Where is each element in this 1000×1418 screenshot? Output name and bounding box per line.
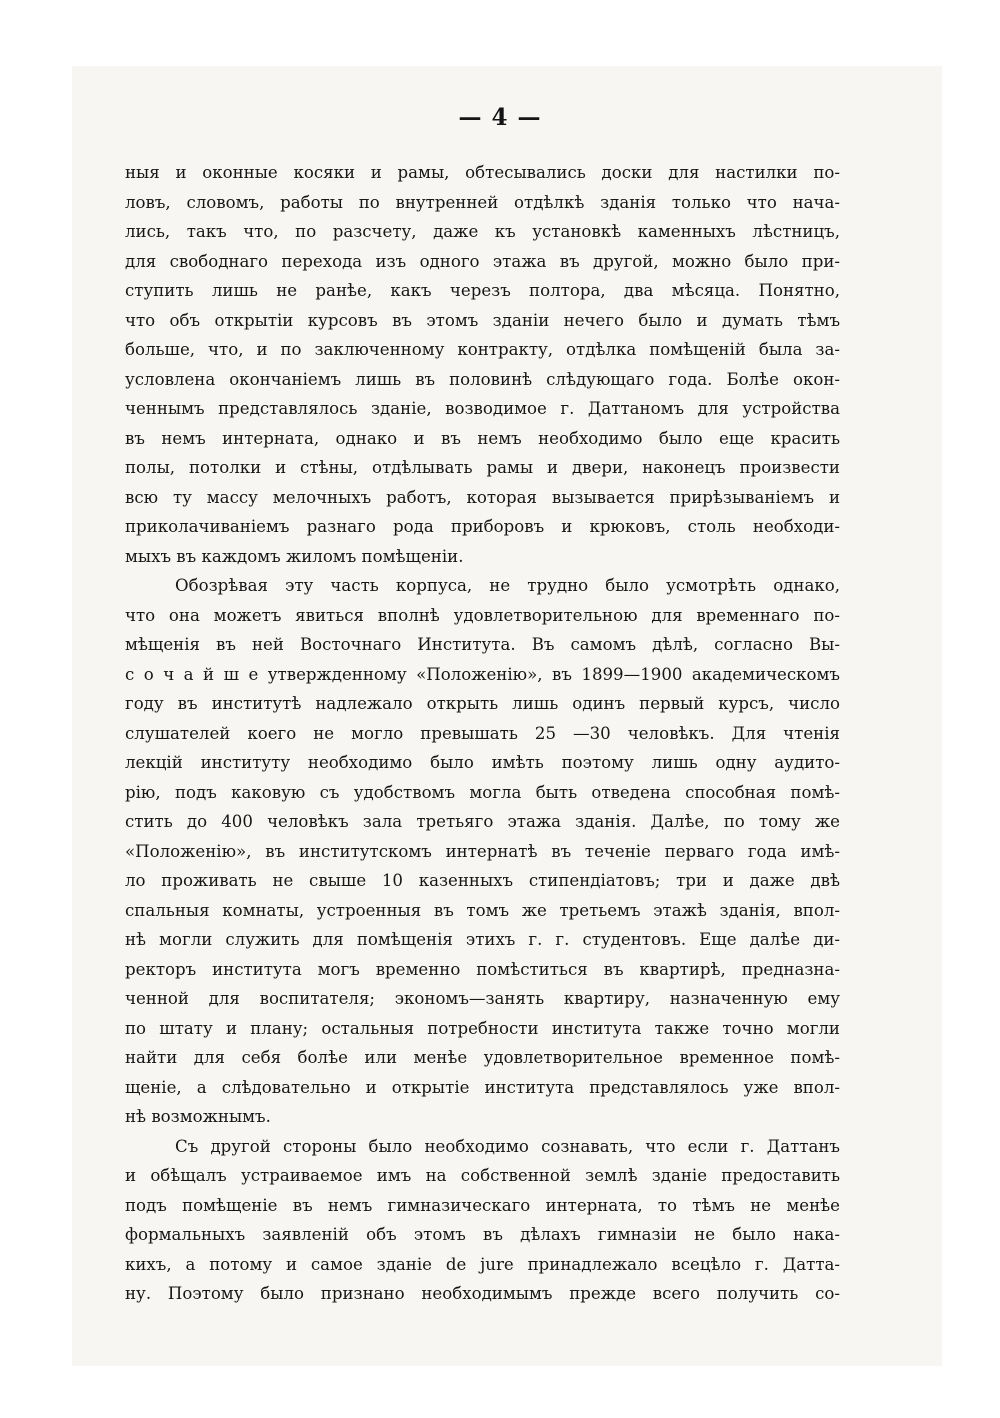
text-line: году въ институтѣ надлежало открыть лишь одинъ первый курсъ, число [125, 694, 840, 713]
text-line: лекцій институту необходимо было имѣть поэтому лишь одну аудито- [125, 753, 840, 772]
paragraph-first-line: Съ другой стороны было необходимо сознавать, что если г. Даттанъ [175, 1136, 840, 1156]
text-line: въ немъ интерната, однако и въ немъ необходимо было еще красить [125, 428, 840, 448]
text-line: кихъ, а потому и самое зданіе de jure принадлежало всецѣло г. Датта- [125, 1254, 840, 1274]
page-number: — 4 — [458, 104, 542, 131]
text-line: ченной для воспитателя; экономъ—занять квартиру, назначенную ему [125, 989, 840, 1008]
text-line: подъ помѣщеніе въ немъ гимназическаго интерната, то тѣмъ не менѣе [125, 1195, 840, 1215]
text-line: формальныхъ заявленій объ этомъ въ дѣлахъ гимназіи не было нака- [125, 1225, 840, 1244]
text-line: рію, подъ каковую съ удобствомъ могла быть отведена способная помѣ- [125, 782, 840, 802]
text-line: мыхъ въ каждомъ жиломъ помѣщеніи. [125, 546, 464, 566]
text-line: больше, что, и по заключенному контракту, отдѣлка помѣщеній была за- [125, 340, 840, 359]
text-line: ступить лишь не ранѣе, какъ черезъ полтора, два мѣсяца. Понятно, [125, 281, 840, 300]
paragraph-first-line: Обозрѣвая эту часть корпуса, не трудно было усмотрѣть однако, [175, 576, 840, 595]
text-line: ловъ, словомъ, работы по внутренней отдѣлкѣ зданія только что нача- [125, 192, 840, 212]
body-text [125, 158, 840, 1309]
text-line: что она можетъ явиться вполнѣ удовлетворительною для временнаго по- [125, 605, 840, 625]
text-line: найти для себя болѣе или менѣе удовлетворительное временное помѣ- [125, 1048, 840, 1067]
text-line: слушателей коего не могло превышать 25 —30 человѣкъ. Для чтенія [125, 723, 840, 743]
text-line: ныя и оконные косяки и рамы, обтесывались доски для настилки по- [125, 163, 840, 182]
text-line: ло проживать не свыше 10 казенныхъ стипендіатовъ; три и даже двѣ [125, 871, 840, 890]
text-line: ну. Поэтому было признано необходимымъ прежде всего получить со- [125, 1284, 840, 1303]
text-line: лись, такъ что, по разсчету, даже къ установкѣ каменныхъ лѣстницъ, [125, 222, 840, 241]
text-line: нѣ могли служить для помѣщенія этихъ г. г. студентовъ. Еще далѣе ди- [125, 930, 840, 949]
text-line: всю ту массу мелочныхъ работъ, которая вызывается прирѣзываніемъ и [125, 487, 840, 507]
text-line: по штату и плану; остальныя потребности института также точно могли [125, 1018, 840, 1038]
text-line: стить до 400 человѣкъ зала третьяго этажа зданія. Далѣе, по тому же [125, 812, 840, 831]
text-line: ректоръ института могъ временно помѣститься въ квартирѣ, предназна- [125, 959, 840, 979]
text-line: «Положенію», въ институтскомъ интернатѣ въ теченіе перваго года имѣ- [125, 841, 840, 861]
text-line: ченнымъ представлялось зданіе, возводимое г. Даттаномъ для устройства [125, 399, 840, 418]
text-line: полы, потолки и стѣны, отдѣлывать рамы и двери, наконецъ произвести [125, 458, 840, 477]
text-line: нѣ возможнымъ. [125, 1107, 271, 1126]
text-line: щеніе, а слѣдовательно и открытіе института представлялось уже впол- [125, 1077, 840, 1097]
text-line: что объ открытіи курсовъ въ этомъ зданіи нечего было и думать тѣмъ [125, 310, 840, 330]
text-line: спальныя комнаты, устроенныя въ томъ же третьемъ этажѣ зданія, впол- [125, 900, 840, 920]
text-line: приколачиваніемъ разнаго рода приборовъ и крюковъ, столь необходи- [125, 517, 840, 536]
text-line: для свободнаго перехода изъ одного этажа въ другой, можно было при- [125, 251, 840, 271]
text-line: мѣщенія въ ней Восточнаго Института. Въ самомъ дѣлѣ, согласно Вы- [125, 635, 840, 654]
text-line: условлена окончаніемъ лишь въ половинѣ слѣдующаго года. Болѣе окон- [125, 369, 840, 389]
text-line: с о ч а й ш е утвержденному «Положенію», въ 1899—1900 академическомъ [125, 664, 840, 684]
text-line: и обѣщалъ устраиваемое имъ на собственной землѣ зданіе предоставить [125, 1166, 840, 1185]
